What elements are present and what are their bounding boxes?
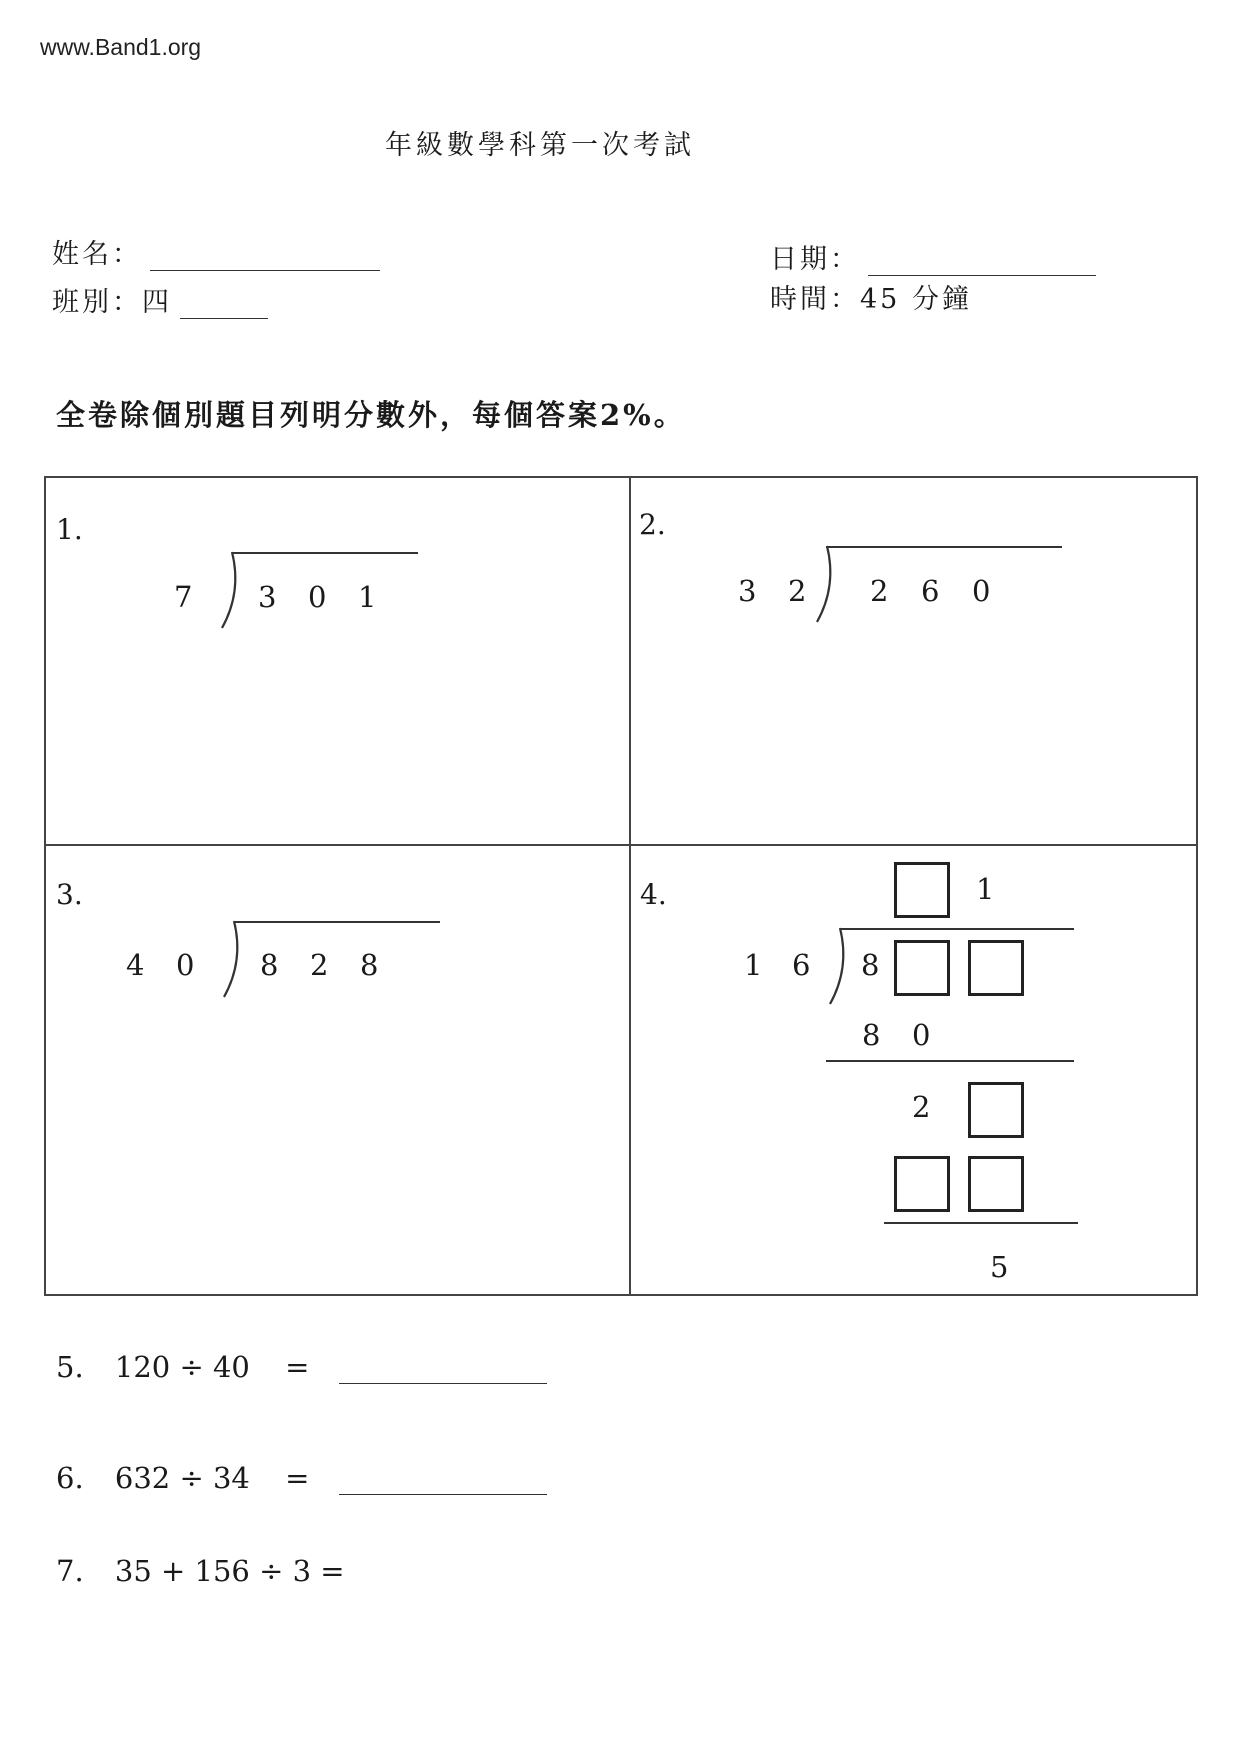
q4-step1-digit: 0 [912, 1018, 931, 1052]
answer-blank[interactable] [339, 1464, 547, 1495]
time-field [770, 277, 972, 316]
q3-label: 3. [56, 878, 83, 911]
q2-dividend-digit: 6 [921, 574, 940, 608]
q4-subtraction-line [826, 1060, 1074, 1062]
q4-quotient-digit: 1 [976, 872, 995, 906]
answer-blank[interactable] [339, 1353, 547, 1384]
q4-dividend-blank[interactable] [968, 940, 1024, 996]
division-grid [44, 476, 1198, 1296]
name-blank[interactable] [150, 240, 380, 271]
question-6 [56, 1461, 547, 1495]
q2-bracket [817, 546, 841, 624]
q2-divisor-digit: 2 [788, 574, 807, 608]
q4-step2-blank[interactable] [968, 1082, 1024, 1138]
equals-sign: = [285, 1461, 310, 1495]
q3-dividend-digit: 8 [260, 948, 279, 982]
q3-divisor-digit: 4 [126, 948, 145, 982]
grid-horizontal-divider [46, 844, 1196, 846]
q4-step1-digit: 8 [862, 1018, 881, 1052]
q1-dividend-digit: 3 [258, 580, 277, 614]
date-blank[interactable] [868, 245, 1096, 276]
q3-divisor-digit: 0 [176, 948, 195, 982]
q4-vinculum [840, 928, 1074, 930]
q1-vinculum [232, 552, 418, 554]
q4-subtraction-line [884, 1222, 1078, 1224]
question-7 [56, 1554, 345, 1588]
q1-bracket [222, 552, 246, 630]
q1-dividend-digit: 1 [358, 580, 377, 614]
q2-dividend-digit: 0 [972, 574, 991, 608]
question-number: 6. [56, 1461, 84, 1495]
q4-dividend-blank[interactable] [894, 940, 950, 996]
q4-label: 4. [640, 878, 667, 911]
q2-divisor-digit: 3 [738, 574, 757, 608]
q1-label: 1. [56, 513, 83, 546]
question-number: 5. [56, 1350, 84, 1384]
q3-dividend-digit: 2 [310, 948, 329, 982]
q4-dividend-digit: 8 [861, 948, 880, 982]
q3-dividend-digit: 8 [360, 948, 379, 982]
site-url: www.Band1.org [40, 34, 202, 60]
q4-quotient-blank[interactable] [894, 862, 950, 918]
q1-divisor-digit: 7 [174, 580, 193, 614]
q4-product-blank[interactable] [894, 1156, 950, 1212]
name-label: 姓名： [52, 239, 142, 270]
class-field [52, 280, 268, 319]
question-number: 7. [56, 1554, 84, 1588]
q4-product-blank[interactable] [968, 1156, 1024, 1212]
time-label: 時間： [770, 284, 860, 315]
question-expression: 632 ÷ 34 [114, 1461, 250, 1495]
instruction-text: 全卷除個別題目列明分數外，每個答案2%。 [56, 398, 686, 432]
q2-vinculum [826, 546, 1062, 548]
date-label: 日期： [770, 244, 860, 275]
class-label: 班別：四 [52, 287, 172, 318]
time-value: 45 分鐘 [860, 284, 972, 315]
q3-vinculum [234, 921, 440, 923]
q4-divisor-digit: 1 [744, 948, 763, 982]
q1-dividend-digit: 0 [308, 580, 327, 614]
date-field [770, 237, 1096, 276]
q2-label: 2. [639, 508, 666, 541]
question-expression: 120 ÷ 40 [114, 1350, 250, 1384]
name-field [52, 232, 380, 271]
grid-vertical-divider [629, 478, 631, 1294]
q3-bracket [224, 921, 248, 999]
q4-bracket [830, 928, 854, 1006]
q2-dividend-digit: 2 [870, 574, 889, 608]
question-expression: 35 + 156 ÷ 3 = [114, 1554, 345, 1588]
class-blank[interactable] [180, 290, 268, 319]
q4-step2-digit: 2 [912, 1090, 931, 1124]
q4-divisor-digit: 6 [792, 948, 811, 982]
exam-title: 年級數學科第一次考試 [385, 130, 695, 161]
q4-remainder-digit: 5 [990, 1250, 1009, 1284]
equals-sign: = [285, 1350, 310, 1384]
question-5 [56, 1350, 547, 1384]
